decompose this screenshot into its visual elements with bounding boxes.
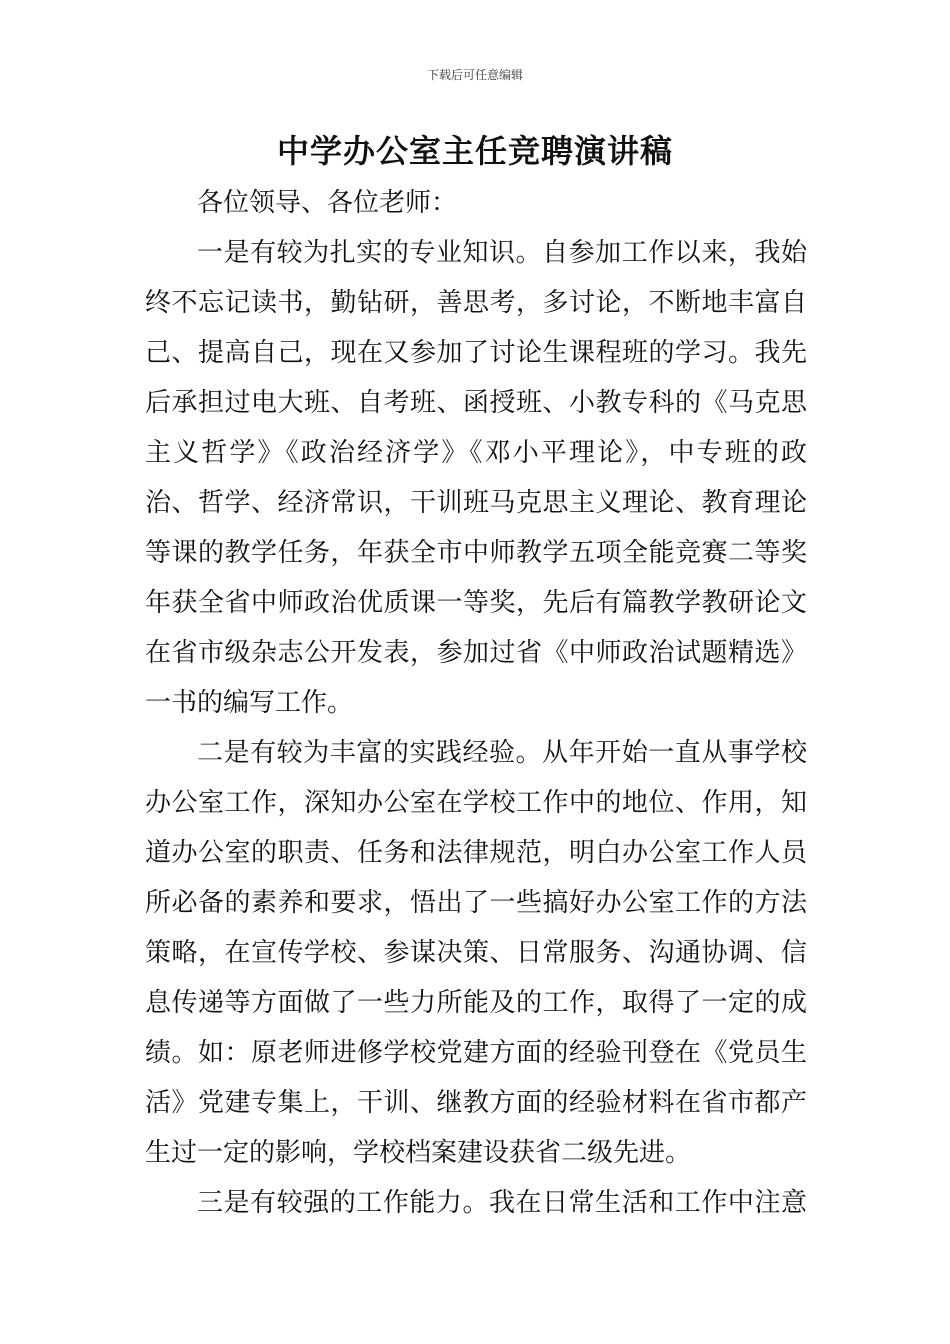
paragraph-line: 息传递等方面做了一些力所能及的工作，取得了一定的成 bbox=[145, 988, 807, 1018]
paragraph-line: 治、哲学、经济常识，干训班马克思主义理论、教育理论 bbox=[145, 488, 807, 518]
paragraph-line: 等课的教学任务，年获全市中师教学五项全能竞赛二等奖 bbox=[145, 538, 807, 568]
paragraph-1 bbox=[145, 228, 807, 728]
paragraph-line: 活》党建专集上，干训、继教方面的经验材料在省市都产 bbox=[145, 1088, 807, 1118]
paragraph-line: 己、提高自己，现在又参加了讨论生课程班的学习。我先 bbox=[145, 338, 807, 368]
paragraph-3 bbox=[145, 1178, 807, 1228]
paragraph-line: 绩。如：原老师进修学校党建方面的经验刊登在《党员生 bbox=[145, 1038, 807, 1068]
salutation: 各位领导、各位老师： bbox=[197, 188, 458, 218]
paragraph-line: 一书的编写工作。 bbox=[145, 688, 354, 718]
paragraph-line: 主义哲学》《政治经济学》《邓小平理论》，中专班的政 bbox=[145, 438, 807, 468]
paragraph-line: 道办公室的职责、任务和法律规范，明白办公室工作人员 bbox=[145, 838, 807, 868]
paragraph-line: 一是有较为扎实的专业知识。自参加工作以来，我始 bbox=[197, 238, 807, 268]
paragraph-line: 后承担过电大班、自考班、函授班、小教专科的《马克思 bbox=[145, 388, 807, 418]
paragraph-2 bbox=[145, 728, 807, 1178]
paragraph-line: 在省市级杂志公开发表，参加过省《中师政治试题精选》 bbox=[145, 638, 807, 668]
paragraph-line: 二是有较为丰富的实践经验。从年开始一直从事学校 bbox=[197, 738, 807, 768]
paragraph-line: 三是有较强的工作能力。我在日常生活和工作中注意 bbox=[197, 1188, 807, 1218]
paragraph-line: 所必备的素养和要求，悟出了一些搞好办公室工作的方法 bbox=[145, 888, 807, 918]
document-title: 中学办公室主任竞聘演讲稿 bbox=[276, 132, 673, 170]
page-header: 下载后可任意编辑 bbox=[426, 68, 523, 82]
paragraph-line: 生过一定的影响，学校档案建设获省二级先进。 bbox=[145, 1138, 692, 1168]
paragraph-line: 办公室工作，深知办公室在学校工作中的地位、作用，知 bbox=[145, 788, 807, 818]
paragraph-line: 策略，在宣传学校、参谋决策、日常服务、沟通协调、信 bbox=[145, 938, 807, 968]
paragraph-line: 终不忘记读书，勤钻研，善思考，多讨论，不断地丰富自 bbox=[145, 288, 807, 318]
paragraph-line: 年获全省中师政治优质课一等奖，先后有篇教学教研论文 bbox=[145, 588, 807, 618]
document-body bbox=[145, 178, 807, 1228]
